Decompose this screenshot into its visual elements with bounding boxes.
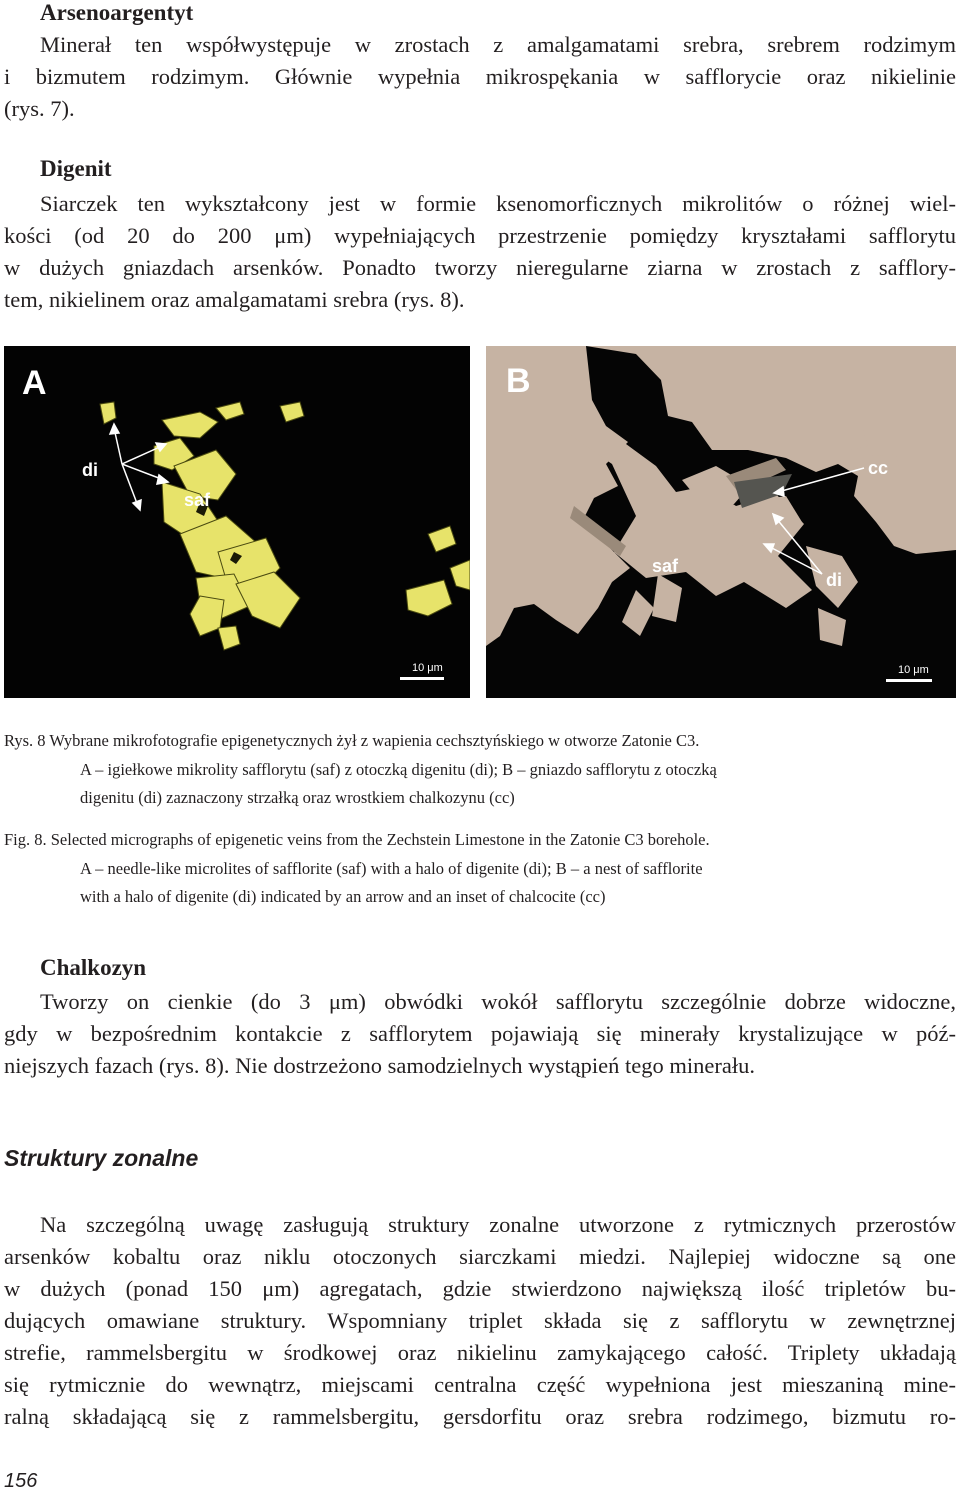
- text-line: Tworzy on cienkie (do 3 μm) obwódki wokół safflorytu szczególnie dobrze widoczne,: [40, 989, 956, 1014]
- text-line: i bizmutem rodzimym. Głównie wypełnia mikrospękania w safflorycie oraz nikielinie: [4, 64, 956, 89]
- text-line: dujących omawiane struktury. Wspomniany triplet składa się z safflorytu w zewnętrznej: [4, 1308, 956, 1333]
- section-heading-arsenoargentyt: Arsenoargentyt: [40, 0, 194, 25]
- panel-letter-b: B: [506, 362, 531, 400]
- section-heading-chalkozyn: Chalkozyn: [40, 955, 147, 980]
- text-line: kości (od 20 do 200 μm) wypełniających przestrzenie pomiędzy kryształami safflorytu: [4, 223, 956, 248]
- figure-caption-pl: [4, 727, 920, 813]
- text-line: Minerał ten współwystępuje w zrostach z amalgamatami srebra, srebrem rodzimym: [40, 32, 956, 57]
- caption-line: digenitu (di) zaznaczony strzałką oraz wrostkiem chalkozynu (cc): [80, 788, 515, 807]
- panel-letter-a: A: [22, 364, 47, 402]
- page-number: 156: [4, 1470, 38, 1492]
- figure-panel-b: [486, 346, 956, 698]
- label-cc-b: cc: [868, 458, 889, 478]
- label-saf-b: saf: [652, 556, 679, 576]
- scale-label-b: 10 μm: [898, 664, 929, 676]
- caption-line: Fig. 8. Selected micrographs of epigenetic veins from the Zechstein Limestone in the Zatonie C3 borehole.: [4, 830, 710, 849]
- text-line: ralną składającą się z rammelsbergitu, gersdorfitu oraz srebra rodzimego, bizmutu ro-: [4, 1404, 956, 1429]
- text-line: (rys. 7).: [4, 96, 75, 121]
- scale-bar-a: [400, 677, 444, 680]
- label-saf-a: saf: [184, 490, 211, 510]
- text-line: strefie, rammelsbergitu w środkowej oraz nikielinu zamykającego całość. Triplety układają: [4, 1340, 956, 1365]
- figure-caption-en: [4, 826, 920, 912]
- paragraph-struktury-zonalne: [4, 1209, 956, 1433]
- paragraph-chalkozyn: [4, 986, 956, 1082]
- section-heading-struktury-zonalne: Struktury zonalne: [4, 1145, 199, 1171]
- text-line: niejszych fazach (rys. 8). Nie dostrzeżono samodzielnych wystąpień tego minerału.: [4, 1053, 755, 1078]
- section-heading-digenit: Digenit: [40, 156, 112, 181]
- paragraph-digenit: [4, 188, 956, 316]
- label-di-a: di: [82, 460, 98, 480]
- figure-panel-a: [4, 346, 470, 698]
- text-line: tem, nikielinem oraz amalgamatami srebra (rys. 8).: [4, 287, 465, 312]
- scale-label-a: 10 μm: [412, 662, 443, 674]
- caption-line: A – needle-like microlites of safflorite (saf) with a halo of digenite (di); B – a nest of safflorite: [80, 858, 703, 878]
- paragraph-arsenoargentyt: [4, 29, 956, 125]
- micrograph-a: [4, 346, 470, 698]
- caption-line: Rys. 8 Wybrane mikrofotografie epigenetycznych żył z wapienia cechsztyńskiego w otworze Zatonie C3.: [4, 731, 700, 750]
- text-line: gdy w bezpośrednim kontakcie z safflorytem pojawiają się minerały krystalizujące w póź-: [4, 1021, 956, 1046]
- text-line: się rytmicznie do wewnątrz, miejscami centralna część wypełniona jest mieszaniną mine-: [4, 1372, 956, 1397]
- scale-bar-b: [886, 679, 932, 682]
- caption-line: with a halo of digenite (di) indicated by an arrow and an inset of chalcocite (cc): [80, 887, 606, 906]
- text-line: Siarczek ten wykształcony jest w formie ksenomorficznych mikrolitów o różnej wiel-: [40, 191, 956, 216]
- micrograph-b: [486, 346, 956, 698]
- text-line: w dużych (ponad 150 μm) agregatach, gdzie stwierdzono największą ilość tripletów bu-: [4, 1276, 956, 1301]
- text-line: Na szczególną uwagę zasługują struktury zonalne utworzone z rytmicznych przerostów: [40, 1212, 956, 1237]
- label-di-b: di: [826, 570, 842, 590]
- text-line: w dużych gniazdach arsenków. Ponadto tworzy nieregularne ziarna w zrostach z safflory-: [4, 255, 956, 280]
- text-line: arsenków kobaltu oraz niklu otoczonych siarczkami miedzi. Najlepiej widoczne są one: [4, 1244, 956, 1269]
- caption-line: A – igiełkowe mikrolity safflorytu (saf) z otoczką digenitu (di); B – gniazdo safflorytu z otoczką: [80, 759, 717, 779]
